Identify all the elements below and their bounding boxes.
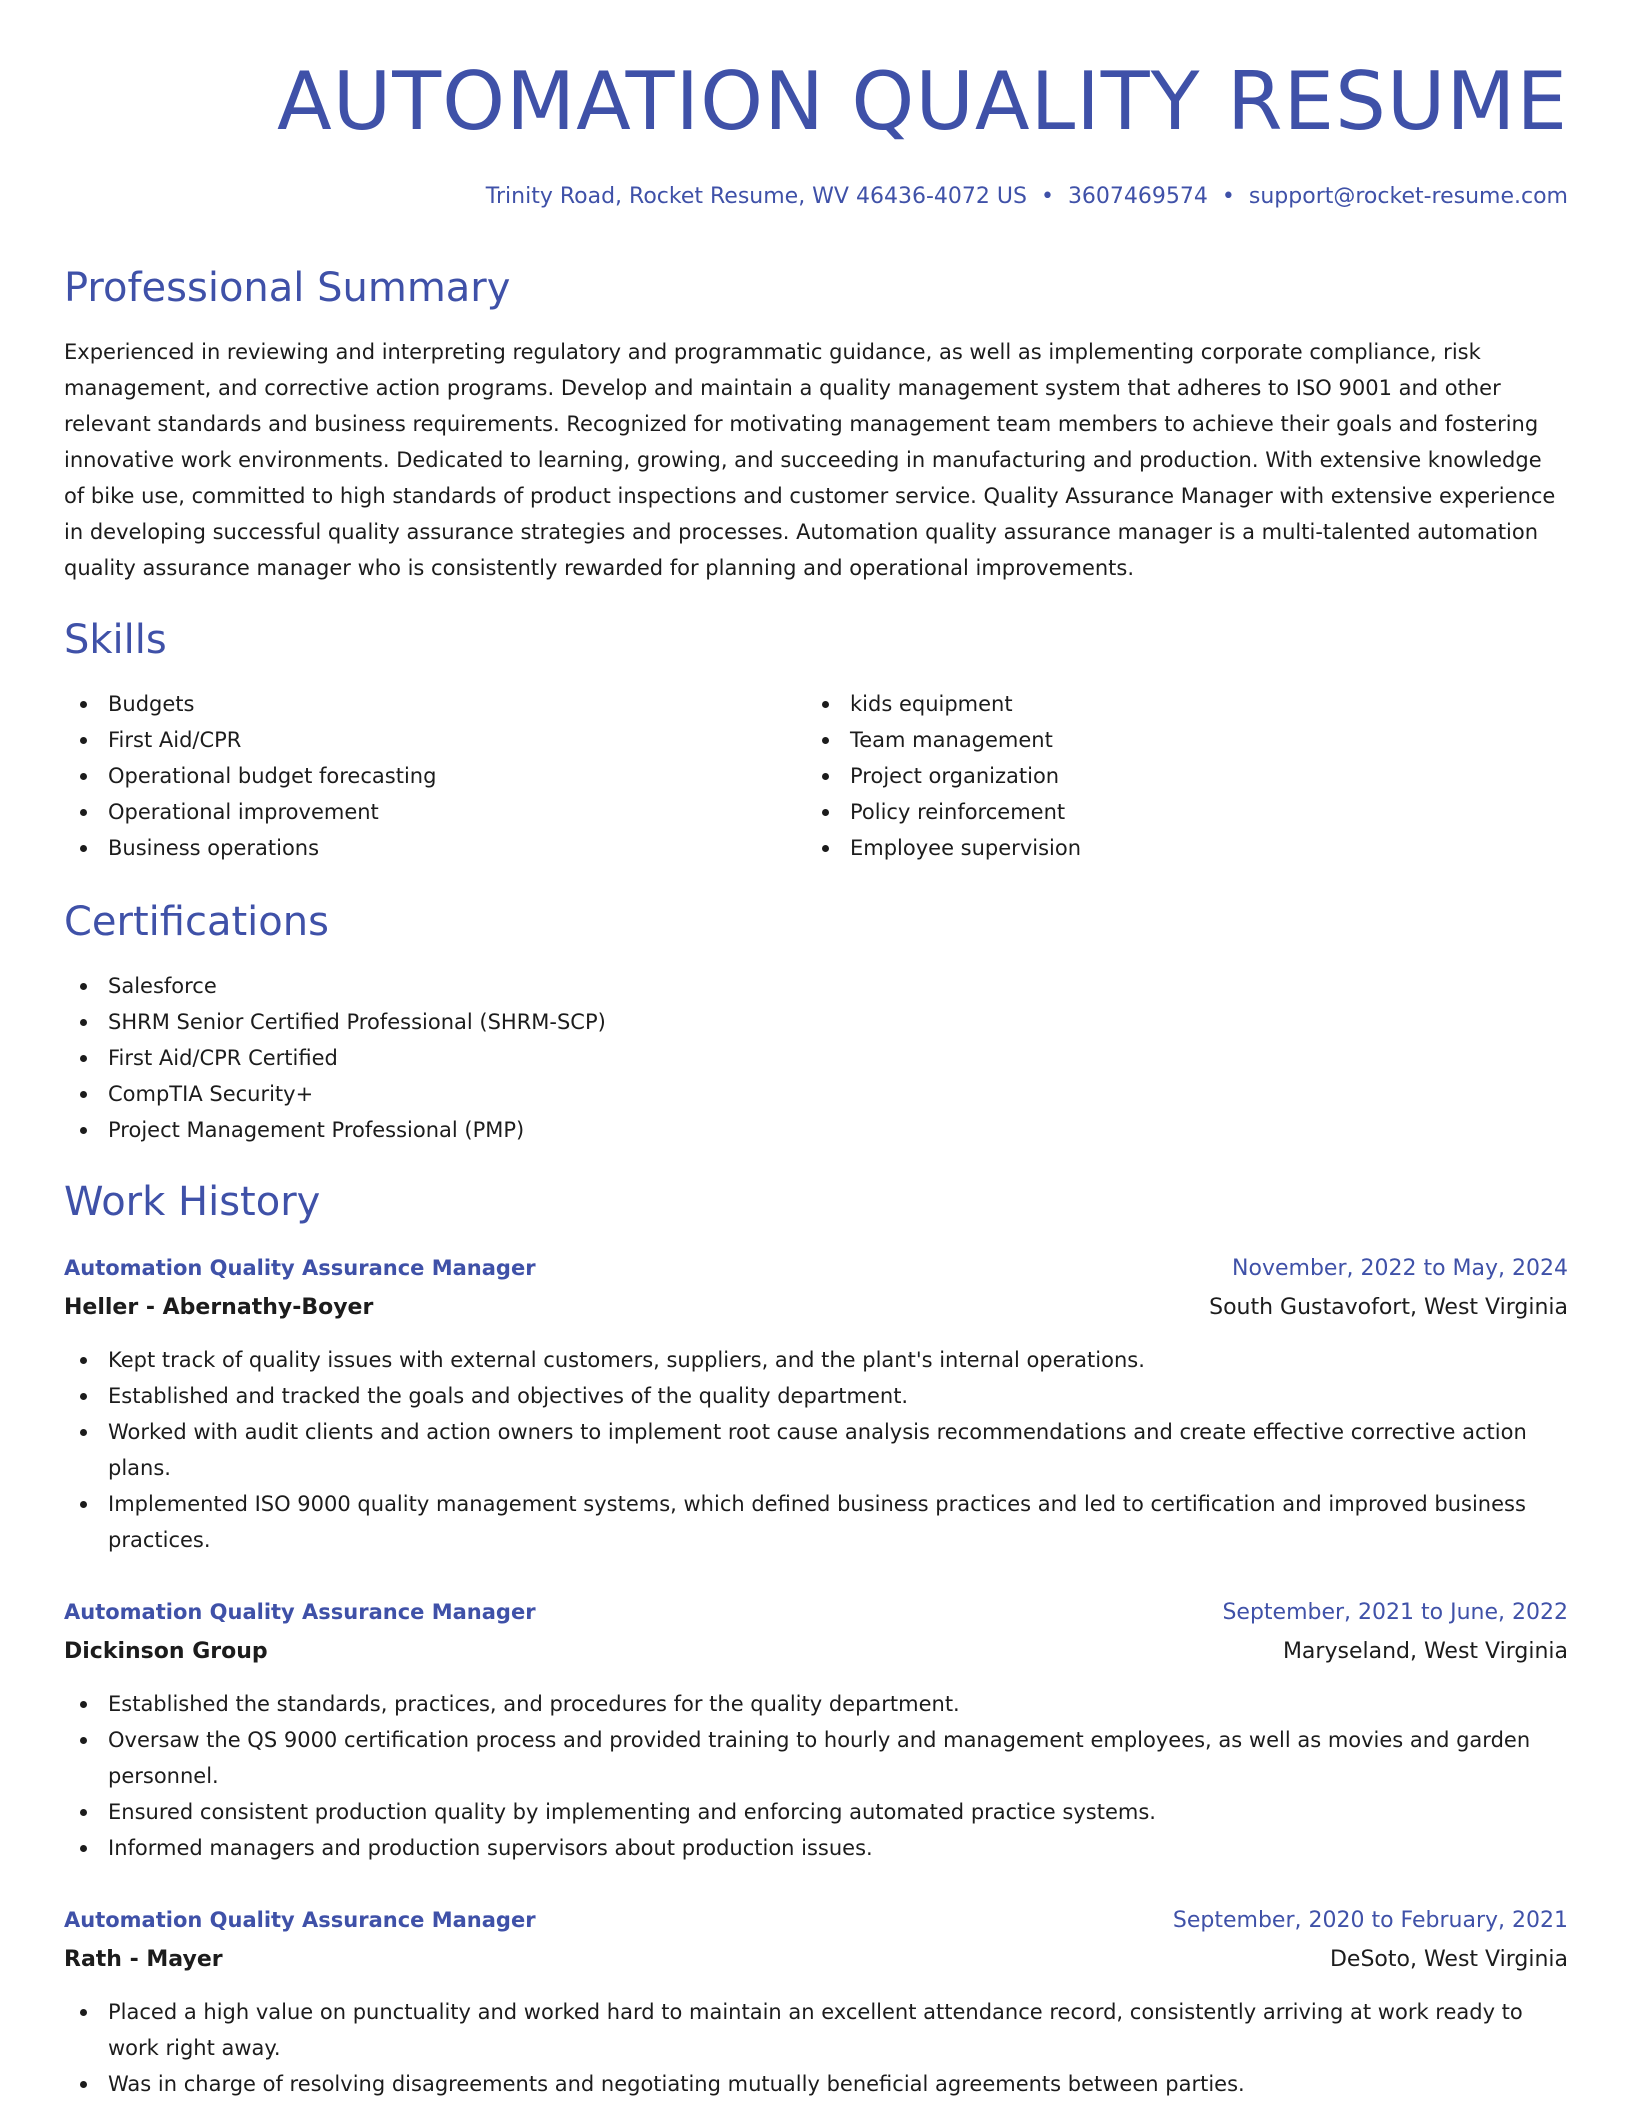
job-bullet: Established and tracked the goals and objectives of the quality department. bbox=[64, 1378, 1568, 1414]
skill-item: Business operations bbox=[64, 830, 804, 866]
job-bullet: Kept track of quality issues with external customers, suppliers, and the plant's internal operations. bbox=[64, 1342, 1568, 1378]
certification-item: CompTIA Security+ bbox=[64, 1076, 1568, 1112]
job-title-row bbox=[64, 1593, 1568, 1631]
certification-item: SHRM Senior Certified Professional (SHRM-SCP) bbox=[64, 1004, 1568, 1040]
skill-item: Budgets bbox=[64, 686, 804, 722]
job-bullet: Was in charge of resolving disagreements and negotiating mutually beneficial agreements between parties. bbox=[64, 2066, 1568, 2102]
job-bullet: Established the standards, practices, and procedures for the quality department. bbox=[64, 1686, 1568, 1722]
job-bullets bbox=[64, 1994, 1568, 2102]
job-bullet: Oversaw the QS 9000 certification process and provided training to hourly and management employees, as well as movies and garden personnel. bbox=[64, 1722, 1568, 1794]
job-company: Rath - Mayer bbox=[64, 1946, 223, 1972]
job-title: Automation Quality Assurance Manager bbox=[64, 1256, 536, 1280]
job-bullet: Worked with audit clients and action owners to implement root cause analysis recommendations and create effective corrective action plans. bbox=[64, 1414, 1568, 1486]
certification-item: Salesforce bbox=[64, 968, 1568, 1004]
contact-separator: • bbox=[1221, 184, 1235, 209]
skill-item: Project organization bbox=[806, 758, 1546, 794]
skill-item: Operational improvement bbox=[64, 794, 804, 830]
skills-heading: Skills bbox=[64, 617, 167, 663]
job-company: Dickinson Group bbox=[64, 1638, 268, 1664]
job-dates: November, 2022 to May, 2024 bbox=[1232, 1255, 1568, 1281]
skill-item: kids equipment bbox=[806, 686, 1546, 722]
job-bullet: Ensured consistent production quality by implementing and enforcing automated practice systems. bbox=[64, 1794, 1568, 1830]
skill-item: First Aid/CPR bbox=[64, 722, 804, 758]
skills-list-right bbox=[806, 686, 1546, 866]
contact-separator: • bbox=[1040, 184, 1054, 209]
job-company-row bbox=[64, 1632, 1568, 1670]
job-bullet: Informed managers and production supervisors about production issues. bbox=[64, 1830, 1568, 1866]
job-bullet: Implemented ISO 9000 quality management systems, which defined business practices and led to certification and improved business practices. bbox=[64, 1486, 1568, 1558]
skill-item: Employee supervision bbox=[806, 830, 1546, 866]
summary-text: Experienced in reviewing and interpreting regulatory and programmatic guidance, as well as implementing corporate compliance, risk management, and corrective action programs. Develop and maintain a quality management system that adheres to ISO 9001 and other relevant standards and business requirements. Recognized for motivating management team members to achieve their goals and fostering innovative work environments. Dedicated to learning, growing, and succeeding in manufacturing and production. With extensive knowledge of bike use, committed to high standards of product inspections and customer service. Quality Assurance Manager with extensive experience in developing successful quality assurance strategies and processes. Automation quality assurance manager is a multi-talented automation quality assurance manager who is consistently rewarded for planning and operational improvements. bbox=[64, 340, 1556, 580]
job-title: Automation Quality Assurance Manager bbox=[64, 1600, 536, 1624]
skill-item: Team management bbox=[806, 722, 1546, 758]
summary-heading: Professional Summary bbox=[64, 265, 511, 311]
skill-item: Operational budget forecasting bbox=[64, 758, 804, 794]
resume-name: AUTOMATION QUALITY RESUME bbox=[277, 55, 1568, 148]
job-company: Heller - Abernathy-Boyer bbox=[64, 1294, 374, 1320]
contact-email: support@rocket-resume.com bbox=[1248, 184, 1568, 209]
job-dates: September, 2021 to June, 2022 bbox=[1222, 1599, 1568, 1625]
skill-item: Policy reinforcement bbox=[806, 794, 1546, 830]
job-title-row bbox=[64, 1901, 1568, 1939]
certification-item: First Aid/CPR Certified bbox=[64, 1040, 1568, 1076]
job-bullets bbox=[64, 1686, 1568, 1866]
certification-item: Project Management Professional (PMP) bbox=[64, 1112, 1568, 1148]
contact-address: Trinity Road, Rocket Resume, WV 46436-4072 US bbox=[485, 184, 1027, 209]
certifications-list bbox=[64, 968, 1568, 1148]
contact-line bbox=[486, 180, 1568, 214]
skills-list-left bbox=[64, 686, 804, 866]
job-location: South Gustavofort, West Virginia bbox=[1209, 1294, 1568, 1320]
contact-phone: 3607469574 bbox=[1067, 184, 1208, 209]
job-bullet: Placed a high value on punctuality and worked hard to maintain an excellent attendance record, consistently arriving at work ready to work right away. bbox=[64, 1994, 1568, 2066]
job-company-row bbox=[64, 1940, 1568, 1978]
job-location: Maryseland, West Virginia bbox=[1282, 1638, 1568, 1664]
certifications-heading: Certifications bbox=[64, 899, 329, 945]
job-title-row bbox=[64, 1249, 1568, 1287]
job-company-row bbox=[64, 1288, 1568, 1326]
job-location: DeSoto, West Virginia bbox=[1329, 1946, 1568, 1972]
resume-page bbox=[64, 0, 1568, 2112]
job-title: Automation Quality Assurance Manager bbox=[64, 1908, 536, 1932]
job-dates: September, 2020 to February, 2021 bbox=[1172, 1907, 1568, 1933]
job-bullets bbox=[64, 1342, 1568, 1558]
work-history-heading: Work History bbox=[64, 1179, 321, 1225]
